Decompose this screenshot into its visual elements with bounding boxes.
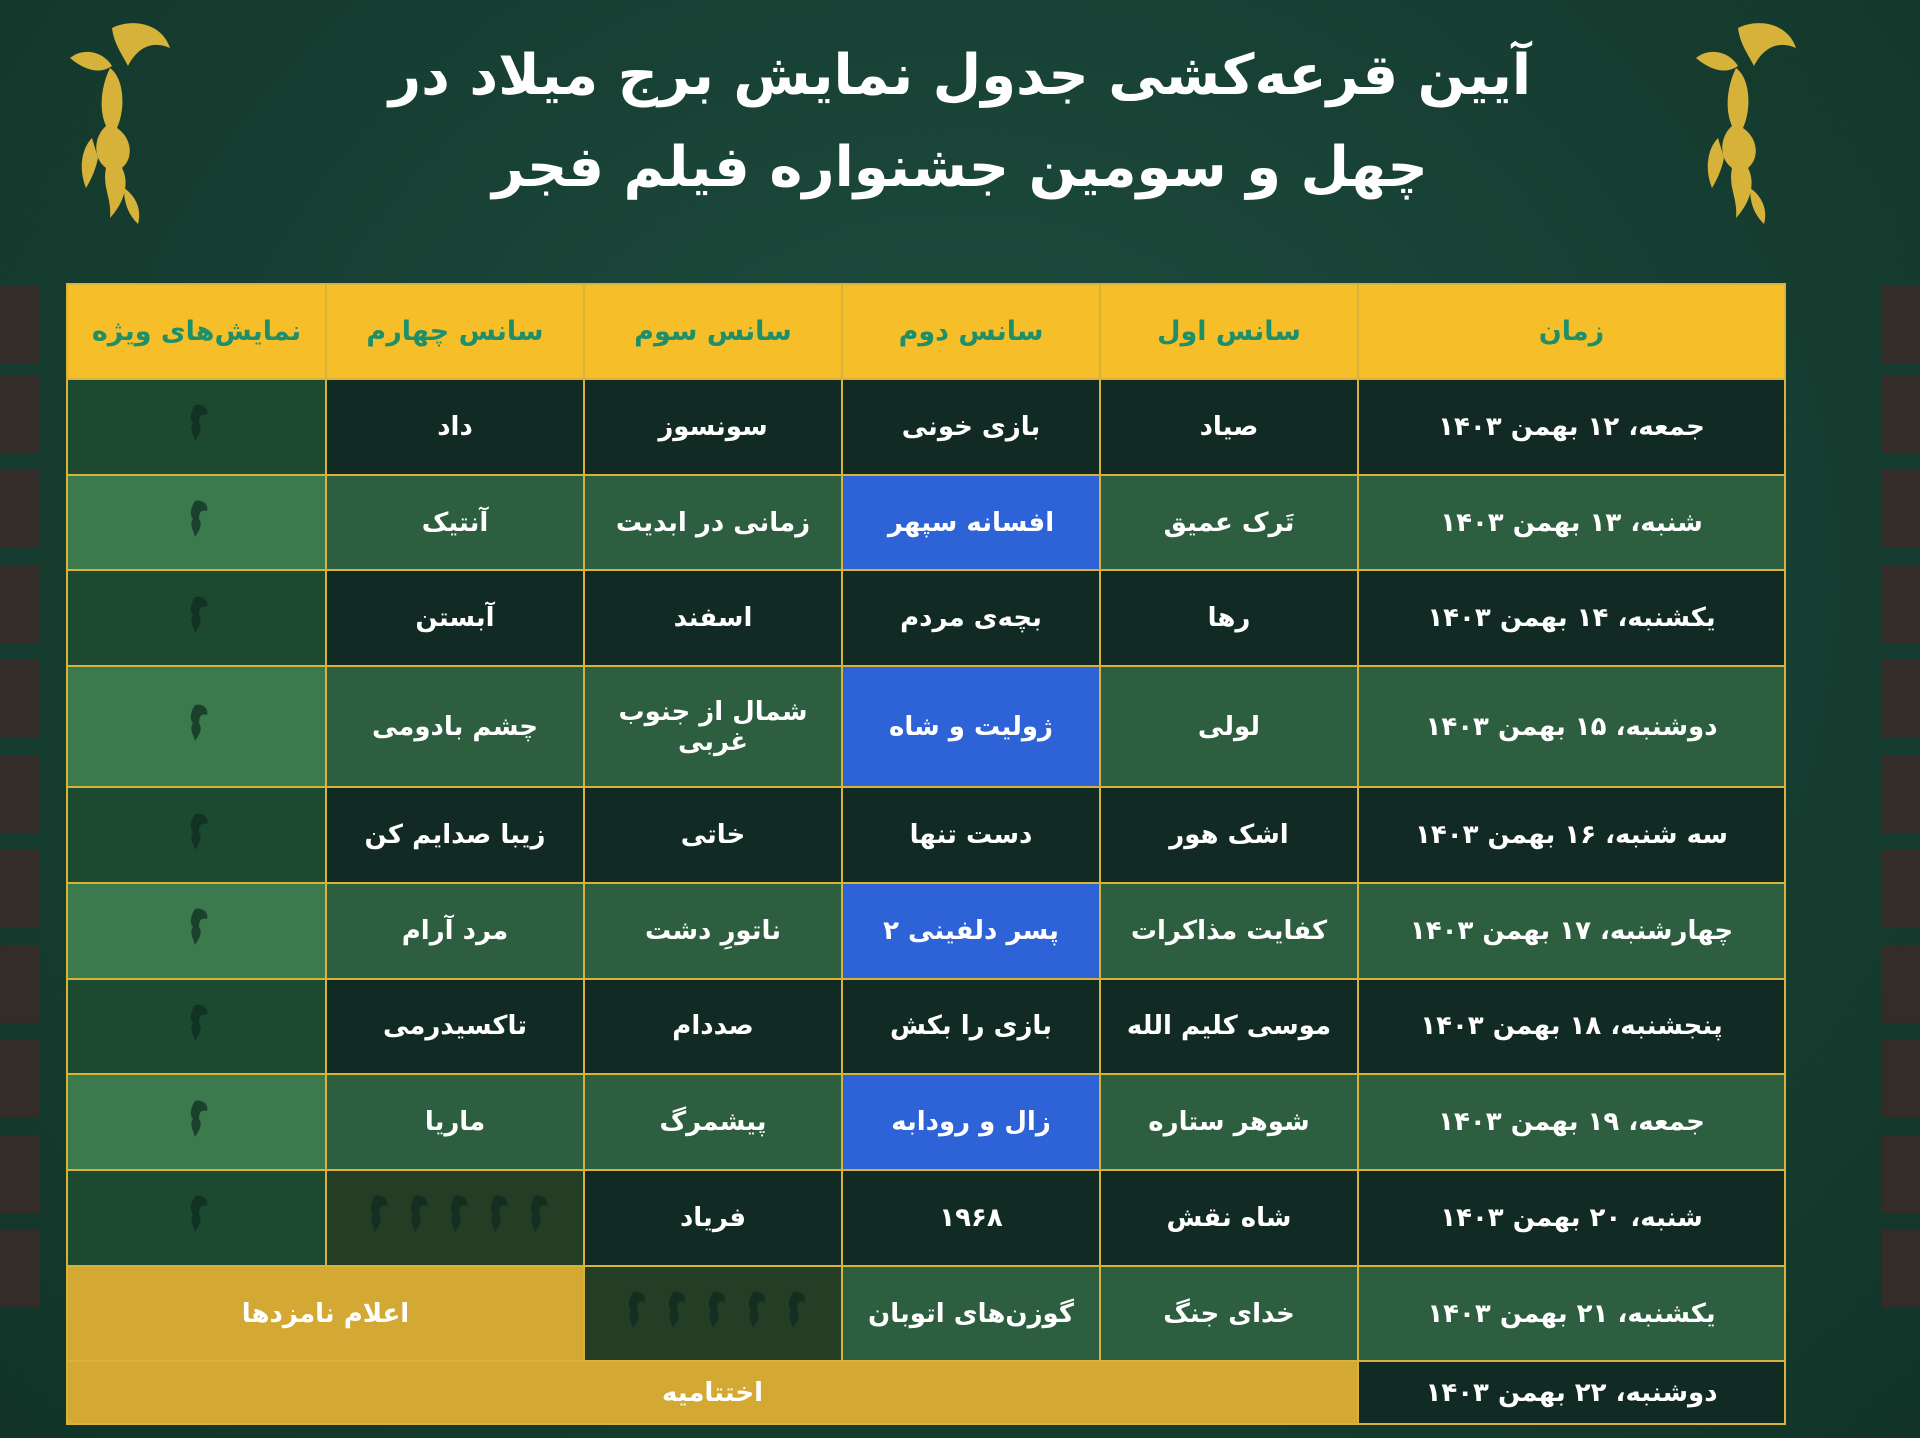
session-2-cell: افسانه سپهر	[842, 475, 1100, 571]
side-decoration	[1882, 945, 1920, 1023]
special-screening-cell	[67, 570, 326, 666]
session-1-cell: تَرک عمیق	[1100, 475, 1358, 571]
date-cell: شنبه، ۲۰ بهمن ۱۴۰۳	[1358, 1170, 1785, 1266]
simorgh-pattern-icon	[613, 1290, 813, 1330]
side-decoration	[0, 285, 40, 363]
session-4-cell: مرد آرام	[326, 883, 584, 979]
side-decoration	[0, 1135, 40, 1213]
side-decoration	[1882, 1230, 1920, 1308]
side-decoration	[0, 565, 40, 643]
session-1-cell: موسی کلیم الله	[1100, 979, 1358, 1075]
empty-session-cell	[326, 1170, 584, 1266]
session-1-cell: شاه نقش	[1100, 1170, 1358, 1266]
session-4-cell: آبستن	[326, 570, 584, 666]
special-screening-cell	[67, 787, 326, 883]
side-decoration	[1882, 850, 1920, 928]
side-decoration	[0, 755, 40, 833]
side-decoration	[0, 850, 40, 928]
session-3-cell: خاتی	[584, 787, 842, 883]
special-screening-cell	[67, 475, 326, 571]
header-session-4: سانس چهارم	[326, 284, 584, 379]
session-2-cell: دست تنها	[842, 787, 1100, 883]
special-screening-cell	[67, 379, 326, 475]
fajr-simorgh-emblem	[1688, 18, 1798, 228]
header-time: زمان	[1358, 284, 1785, 379]
session-4-cell: چشم بادومی	[326, 666, 584, 787]
session-3-cell: زمانی در ابدیت	[584, 475, 842, 571]
header-session-1: سانس اول	[1100, 284, 1358, 379]
side-decoration	[0, 470, 40, 548]
session-2-cell: ژولیت و شاه	[842, 666, 1100, 787]
special-screening-cell	[67, 1074, 326, 1170]
side-decoration	[0, 1040, 40, 1118]
side-decoration	[1882, 375, 1920, 453]
session-3-cell: شمال از جنوب غربی	[584, 666, 842, 787]
simorgh-icon	[185, 1099, 209, 1139]
session-1-cell: صیاد	[1100, 379, 1358, 475]
side-decoration	[1882, 755, 1920, 833]
side-decoration	[0, 375, 40, 453]
date-cell: دوشنبه، ۱۵ بهمن ۱۴۰۳	[1358, 666, 1785, 787]
simorgh-pattern-icon	[355, 1194, 555, 1234]
session-1-cell: کفایت مذاکرات	[1100, 883, 1358, 979]
side-decoration	[0, 945, 40, 1023]
session-1-cell: شوهر ستاره	[1100, 1074, 1358, 1170]
session-4-cell: تاکسیدرمی	[326, 979, 584, 1075]
session-4-cell: ماریا	[326, 1074, 584, 1170]
session-2-cell: ۱۹۶۸	[842, 1170, 1100, 1266]
date-cell: شنبه، ۱۳ بهمن ۱۴۰۳	[1358, 475, 1785, 571]
special-screening-cell	[67, 666, 326, 787]
session-3-cell: پیشمرگ	[584, 1074, 842, 1170]
date-cell: دوشنبه، ۲۲ بهمن ۱۴۰۳	[1358, 1361, 1785, 1424]
simorgh-icon	[185, 595, 209, 635]
session-4-cell: زیبا صدایم کن	[326, 787, 584, 883]
date-cell: جمعه، ۱۹ بهمن ۱۴۰۳	[1358, 1074, 1785, 1170]
simorgh-icon	[185, 1003, 209, 1043]
table-row	[67, 1266, 1785, 1362]
session-2-cell: گوزن‌های اتوبان	[842, 1266, 1100, 1362]
session-2-cell: زال و رودابه	[842, 1074, 1100, 1170]
session-3-cell: ناتورِ دشت	[584, 883, 842, 979]
side-decoration	[1882, 660, 1920, 738]
table-header-row	[67, 284, 1785, 379]
side-decoration	[1882, 1040, 1920, 1118]
session-3-cell: اسفند	[584, 570, 842, 666]
side-decoration	[1882, 285, 1920, 363]
side-decoration	[0, 660, 40, 738]
table-row	[67, 1074, 1785, 1170]
fajr-simorgh-emblem	[62, 18, 172, 228]
table-row	[67, 379, 1785, 475]
side-decoration	[1882, 565, 1920, 643]
table-row	[67, 475, 1785, 571]
simorgh-icon	[185, 812, 209, 852]
session-4-cell: آنتیک	[326, 475, 584, 571]
side-decoration	[0, 1230, 40, 1308]
header-session-3: سانس سوم	[584, 284, 842, 379]
header-session-2: سانس دوم	[842, 284, 1100, 379]
session-4-cell: داد	[326, 379, 584, 475]
table-row	[67, 1361, 1785, 1424]
session-1-cell: اشک هور	[1100, 787, 1358, 883]
session-1-cell: لولی	[1100, 666, 1358, 787]
table-row	[67, 883, 1785, 979]
simorgh-icon	[185, 703, 209, 743]
date-cell: پنجشنبه، ۱۸ بهمن ۱۴۰۳	[1358, 979, 1785, 1075]
session-3-cell: فریاد	[584, 1170, 842, 1266]
session-2-cell: بچه‌ی مردم	[842, 570, 1100, 666]
date-cell: جمعه، ۱۲ بهمن ۱۴۰۳	[1358, 379, 1785, 475]
title-line-1: آیین قرعه‌کشی جدول نمایش برج میلاد در	[388, 43, 1532, 108]
session-3-cell: صددام	[584, 979, 842, 1075]
session-1-cell: خدای جنگ	[1100, 1266, 1358, 1362]
date-cell: یکشنبه، ۲۱ بهمن ۱۴۰۳	[1358, 1266, 1785, 1362]
special-screening-cell	[67, 883, 326, 979]
date-cell: سه شنبه، ۱۶ بهمن ۱۴۰۳	[1358, 787, 1785, 883]
empty-session-cell	[584, 1266, 842, 1362]
screening-schedule-table	[66, 283, 1786, 1425]
special-screening-cell	[67, 1170, 326, 1266]
table-row	[67, 570, 1785, 666]
page-title	[300, 30, 1620, 214]
announce-nominees-cell: اعلام نامزدها	[67, 1266, 584, 1362]
table-row	[67, 666, 1785, 787]
session-3-cell: سونسوز	[584, 379, 842, 475]
title-line-2: چهل و سومین جشنواره فیلم فجر	[492, 135, 1428, 200]
table-row	[67, 1170, 1785, 1266]
session-2-cell: بازی را بکش	[842, 979, 1100, 1075]
simorgh-icon	[185, 907, 209, 947]
table-row	[67, 979, 1785, 1075]
session-1-cell: رها	[1100, 570, 1358, 666]
date-cell: یکشنبه، ۱۴ بهمن ۱۴۰۳	[1358, 570, 1785, 666]
date-cell: چهارشنبه، ۱۷ بهمن ۱۴۰۳	[1358, 883, 1785, 979]
special-screening-cell	[67, 979, 326, 1075]
session-2-cell: بازی خونی	[842, 379, 1100, 475]
simorgh-icon	[185, 499, 209, 539]
simorgh-icon	[185, 403, 209, 443]
side-decoration	[1882, 470, 1920, 548]
table-row	[67, 787, 1785, 883]
session-2-cell: پسر دلفینی ۲	[842, 883, 1100, 979]
simorgh-icon	[185, 1194, 209, 1234]
header-special-screenings: نمایش‌های ویژه	[67, 284, 326, 379]
side-decoration	[1882, 1135, 1920, 1213]
closing-ceremony-cell: اختتامیه	[67, 1361, 1358, 1424]
